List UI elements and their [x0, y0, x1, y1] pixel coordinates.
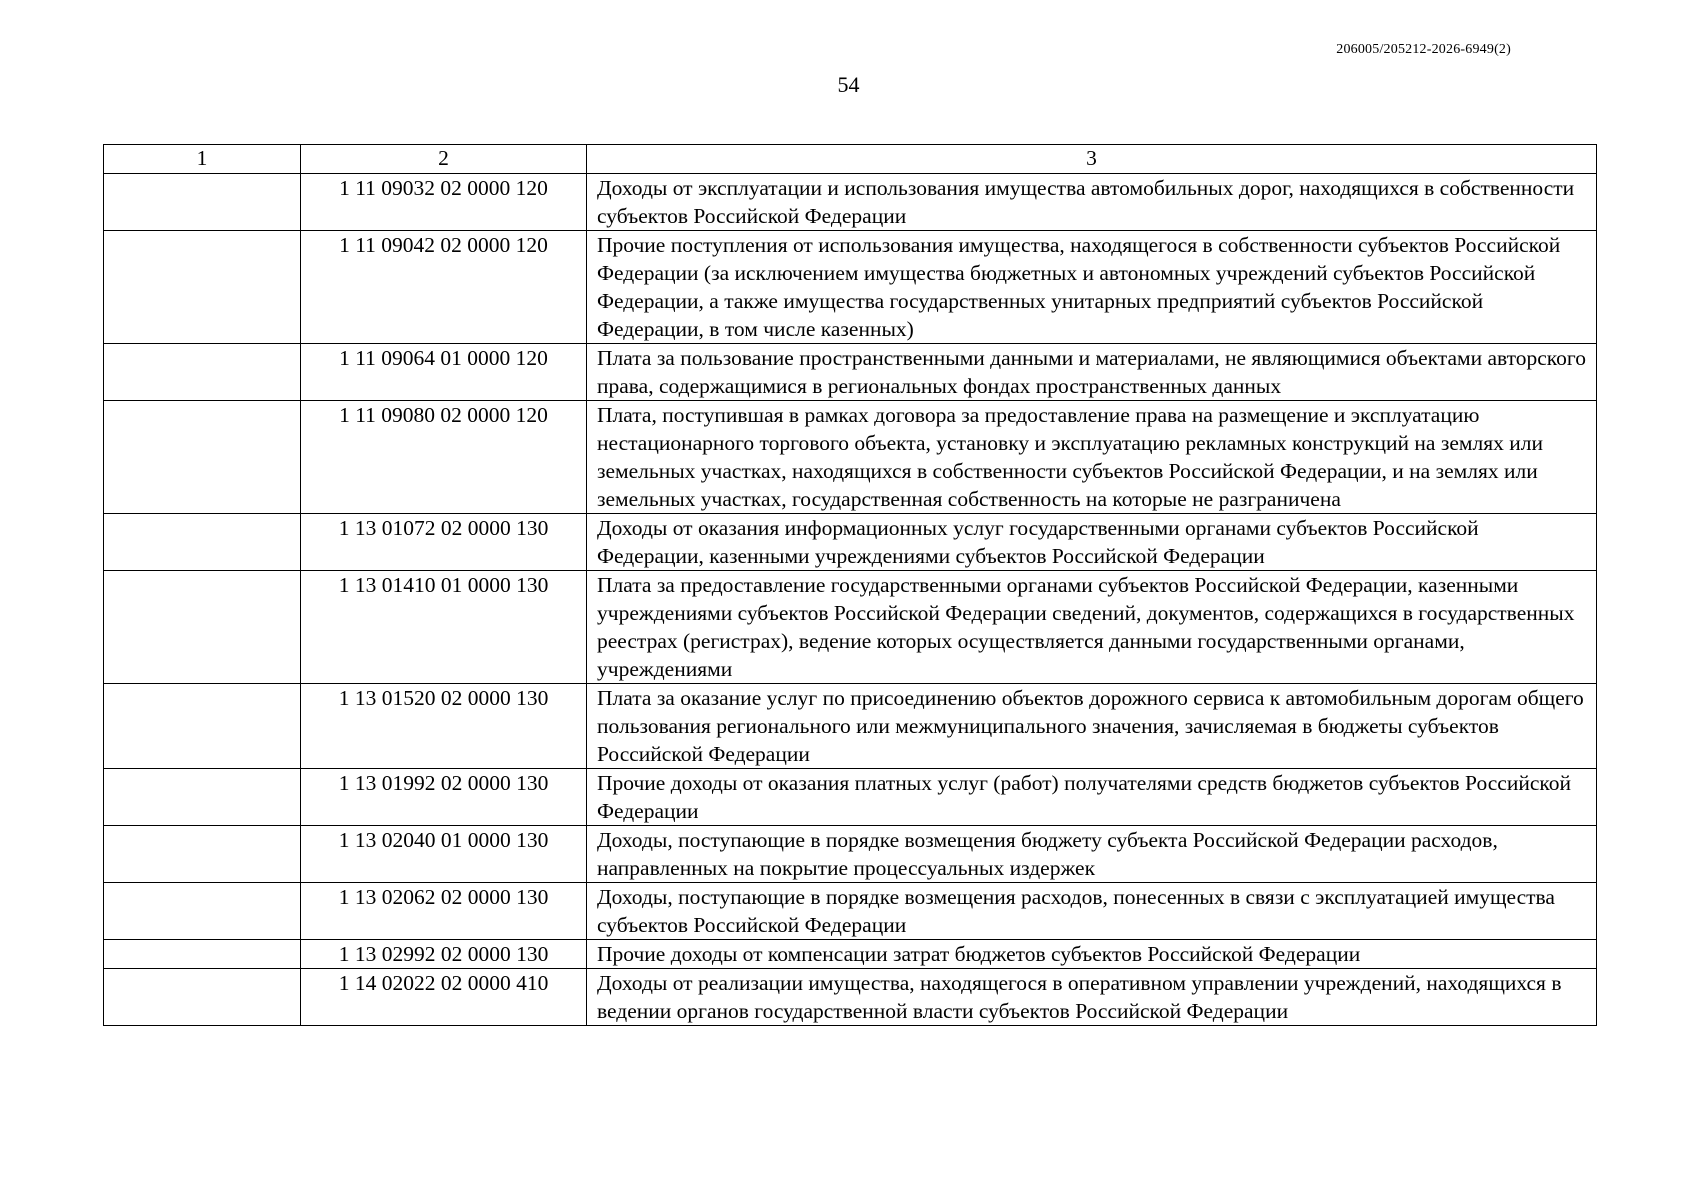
table-row	[104, 883, 1597, 940]
column-header-3: 3	[587, 145, 1597, 174]
table-row	[104, 401, 1597, 514]
kbk-code-cell: 1 11 09080 02 0000 120	[301, 401, 587, 514]
row-col1-cell	[104, 514, 301, 571]
kbk-code-cell: 1 13 02040 01 0000 130	[301, 826, 587, 883]
income-name-cell: Доходы, поступающие в порядке возмещения расходов, понесенных в связи с эксплуатацией имущества субъектов Российской Федерации	[587, 883, 1597, 940]
column-header-2: 2	[301, 145, 587, 174]
document-id: 206005/205212-2026-6949(2)	[1336, 42, 1511, 57]
table-row	[104, 174, 1597, 231]
table-row	[104, 769, 1597, 826]
table-row	[104, 231, 1597, 344]
income-name-cell: Плата за предоставление государственными органами субъектов Российской Федерации, казенными учреждениями субъектов Российской Федерации сведений, документов, содержащихся в государственных реестрах (регистрах), ведение которых осуществляется данными государственными органами, учреждениями	[587, 571, 1597, 684]
budget-classification-table	[103, 144, 1597, 1026]
page-number: 54	[837, 72, 860, 97]
row-col1-cell	[104, 174, 301, 231]
table-row	[104, 684, 1597, 769]
row-col1-cell	[104, 571, 301, 684]
kbk-code-cell: 1 11 09032 02 0000 120	[301, 174, 587, 231]
income-name-cell: Прочие поступления от использования имущества, находящегося в собственности субъектов Российской Федерации (за исключением имущества бюджетных и автономных учреждений субъектов Российской Федерации, а также имущества государственных унитарных предприятий субъектов Российской Федерации, в том числе казенных)	[587, 231, 1597, 344]
row-col1-cell	[104, 769, 301, 826]
table-row	[104, 969, 1597, 1026]
table-row	[104, 826, 1597, 883]
table-row	[104, 514, 1597, 571]
row-col1-cell	[104, 684, 301, 769]
income-name-cell: Прочие доходы от компенсации затрат бюджетов субъектов Российской Федерации	[587, 940, 1597, 969]
row-col1-cell	[104, 883, 301, 940]
income-name-cell: Доходы, поступающие в порядке возмещения бюджету субъекта Российской Федерации расходов, направленных на покрытие процессуальных издержек	[587, 826, 1597, 883]
kbk-code-cell: 1 11 09042 02 0000 120	[301, 231, 587, 344]
row-col1-cell	[104, 826, 301, 883]
kbk-code-cell: 1 11 09064 01 0000 120	[301, 344, 587, 401]
kbk-code-cell: 1 13 02062 02 0000 130	[301, 883, 587, 940]
table-header-row	[104, 145, 1597, 174]
income-name-cell: Плата за пользование пространственными данными и материалами, не являющимися объектами авторского права, содержащимися в региональных фондах пространственных данных	[587, 344, 1597, 401]
row-col1-cell	[104, 940, 301, 969]
row-col1-cell	[104, 344, 301, 401]
income-name-cell: Доходы от эксплуатации и использования имущества автомобильных дорог, находящихся в собственности субъектов Российской Федерации	[587, 174, 1597, 231]
income-name-cell: Прочие доходы от оказания платных услуг (работ) получателями средств бюджетов субъектов Российской Федерации	[587, 769, 1597, 826]
table-row	[104, 344, 1597, 401]
income-name-cell: Плата, поступившая в рамках договора за предоставление права на размещение и эксплуатацию нестационарного торгового объекта, установку и эксплуатацию рекламных конструкций на землях или земельных участках, находящихся в собственности субъектов Российской Федерации, и на землях или земельных участках, государственная собственность на которые не разграничена	[587, 401, 1597, 514]
kbk-code-cell: 1 13 01520 02 0000 130	[301, 684, 587, 769]
table-row	[104, 940, 1597, 969]
row-col1-cell	[104, 231, 301, 344]
income-name-cell: Плата за оказание услуг по присоединению объектов дорожного сервиса к автомобильным дорогам общего пользования регионального или межмуниципального значения, зачисляемая в бюджеты субъектов Российской Федерации	[587, 684, 1597, 769]
kbk-code-cell: 1 13 01072 02 0000 130	[301, 514, 587, 571]
row-col1-cell	[104, 969, 301, 1026]
kbk-code-cell: 1 14 02022 02 0000 410	[301, 969, 587, 1026]
row-col1-cell	[104, 401, 301, 514]
income-name-cell: Доходы от оказания информационных услуг государственными органами субъектов Российской Федерации, казенными учреждениями субъектов Российской Федерации	[587, 514, 1597, 571]
column-header-1: 1	[104, 145, 301, 174]
income-name-cell: Доходы от реализации имущества, находящегося в оперативном управлении учреждений, находящихся в ведении органов государственной власти субъектов Российской Федерации	[587, 969, 1597, 1026]
kbk-code-cell: 1 13 01992 02 0000 130	[301, 769, 587, 826]
kbk-code-cell: 1 13 01410 01 0000 130	[301, 571, 587, 684]
table-row	[104, 571, 1597, 684]
kbk-code-cell: 1 13 02992 02 0000 130	[301, 940, 587, 969]
